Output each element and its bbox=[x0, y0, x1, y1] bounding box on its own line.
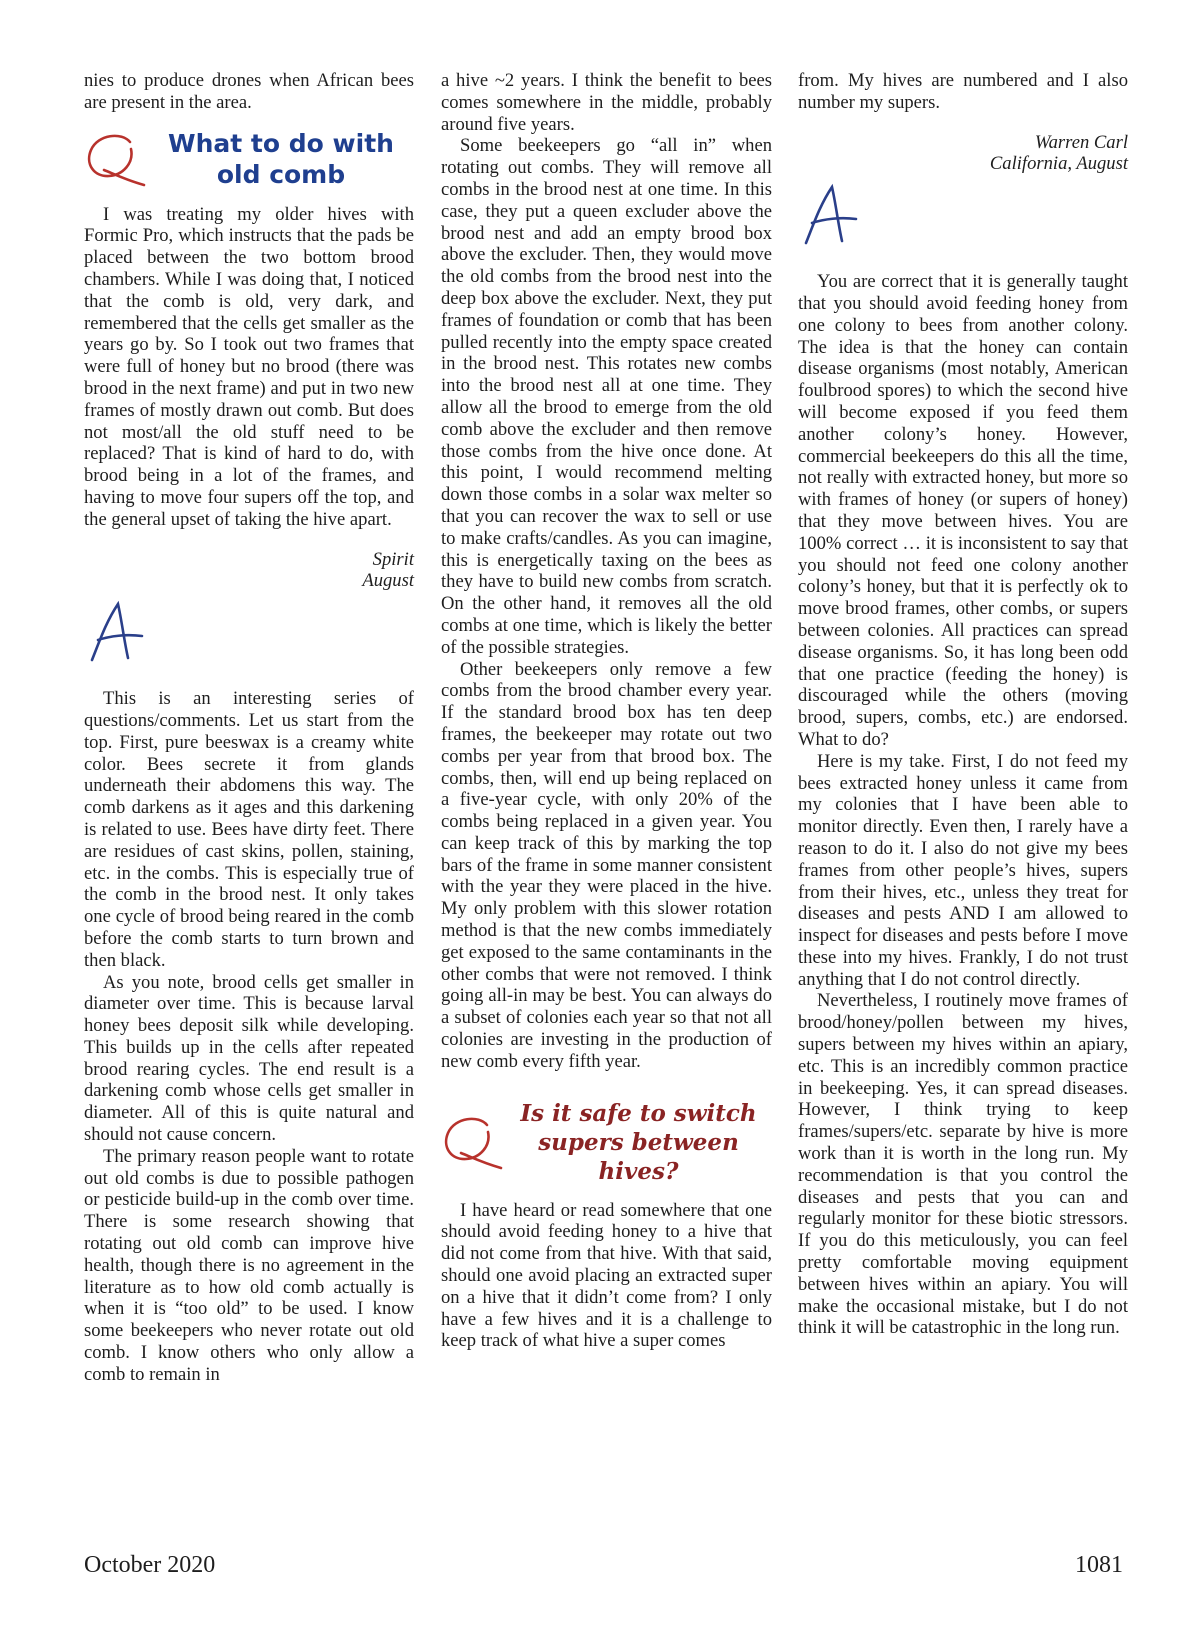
question-title: Is it safe to switch supers between hives? bbox=[520, 1099, 757, 1185]
paragraph-continued: from. My hives are numbered and I also number my supers. bbox=[798, 70, 1128, 113]
answer-paragraph: Here is my take. First, I do not feed my bees extracted honey unless it came from my colonies that I have been able to monitor directly. Even then, I rarely have a reason to do it. I also do not give my bees frames from other people’s hives, supers from their hives, etc., unless they treat for diseases and pests AND I am allowed to inspect for diseases and pests before I move these into my hives. Frankly, I do not trust anything that I do not control directly. bbox=[798, 750, 1128, 990]
column-2 bbox=[441, 70, 772, 1352]
paragraph-continued: a hive ~2 years. I think the benefit to bees comes somewhere in the middle, probably around five years. bbox=[441, 70, 772, 135]
signature-place: August bbox=[362, 570, 414, 592]
question-body: I have heard or read somewhere that one should avoid feeding honey to a hive that did not come from that hive. With that said, should one avoid placing an extracted super on a hive that it didn’t come from? I only have a few hives and it is a challenge to keep track of what hive a super comes bbox=[441, 1199, 772, 1352]
signature-place: California, August bbox=[989, 153, 1128, 175]
q-letter-icon bbox=[84, 130, 148, 188]
answer-paragraph: You are correct that it is generally taught that you should avoid feeding honey from one colony to bees from another colony. The idea is that the honey can contain disease organisms (most notably, American foulbrood spores) to which the second hive will become exposed if you feed them another colony’s honey. However, commercial beekeepers do this all the time, not really with extracted honey, but more so with frames of honey (or supers of honey) that they move between hives. You are 100% correct … it is inconsistent to say that you should not feed one colony another colony’s honey, but that it is perfectly ok to move brood frames, other combs, or supers between colonies. All practices can spread disease organisms. So, it has long been odd that one practice (feeding the honey) is discouraged while the others (moving brood, supers, combs, etc.) are endorsed. What to do? bbox=[798, 271, 1128, 750]
footer-date: October 2020 bbox=[84, 1552, 216, 1578]
answer-paragraph: Other beekeepers only remove a few combs from the brood chamber every year. If the standard brood box has ten deep frames, the beekeeper may rotate out two combs per year from that brood box. The combs, then, will end up being replaced on a five-year cycle, with only 20% of the combs being replaced in a given year. You can keep track of this by marking the top bars of the frame in some manner consistent with the year they were placed in the hive. My only problem with this slower rotation method is that the new combs immediately get exposed to the same contaminants in the other combs that were not removed. I think going all-in may be best. You can always do a subset of colonies each year so that not all colonies are investing in the production of new comb every fifth year. bbox=[441, 658, 772, 1072]
answer-paragraph: Some beekeepers go “all in” when rotating out combs. They will remove all combs in the brood nest at one time. In this case, they put a queen excluder above the brood nest and add an empty brood box above the excluder. Then, they would move the old combs from the brood nest into the deep box above the excluder. Next, they put frames of foundation or comb that has been pulled recently into the empty space created in the brood nest. This rotates new combs into the brood nest all at one time. They allow all the brood to emerge from the old comb above the excluder and then remove those combs from the hive once done. At this point, I would recommend melting down those combs in a solar wax melter so that you can recover the wax to sell or use to make crafts/candles. As you can imagine, this is energetically taxing on the bees as they have to build new combs from scratch. On the other hand, it removes all the old combs at one time, which is likely the better of the possible strategies. bbox=[441, 135, 772, 658]
a-letter-icon bbox=[798, 183, 870, 249]
column-3 bbox=[798, 70, 1128, 1339]
a-letter-icon bbox=[84, 600, 156, 666]
question-heading-switch-supers bbox=[441, 1099, 772, 1186]
question-body: I was treating my older hives with Formic Pro, which instructs that the pads be placed between the two bottom brood chambers. While I was doing that, I noticed that the comb is old, very dark, and remembered that the cells get smaller as the years go by. So I took out two frames that were full of honey but no brood (there was brood in the next frame) and put in two new frames of mostly drawn out comb. But does not most/all the old stuff need to be replaced? That is kind of hard to do, with brood being in a lot of the frames, and having to move four supers off the top, and the general upset of taking the hive apart. bbox=[84, 203, 414, 530]
answer-paragraph: As you note, brood cells get smaller in diameter over time. This is because larval honey bees deposit silk while developing. This builds up in the cells after repeated brood rearing cycles. The end result is a darkening comb whose cells get smaller in diameter. All of this is quite natural and should not cause concern. bbox=[84, 971, 414, 1146]
column-1 bbox=[84, 70, 414, 1386]
paragraph-continued: nies to produce drones when African bees are present in the area. bbox=[84, 70, 414, 113]
question-heading-old-comb bbox=[84, 128, 414, 190]
signature-name: Spirit bbox=[372, 548, 414, 570]
answer-paragraph: This is an interesting series of questions/comments. Let us start from the top. First, pure beeswax is a creamy white color. Bees secrete it from glands underneath their abdomens this way. The comb darkens as it ages and this darkening is related to use. Bees have dirty feet. There are residues of cast skins, pollen, staining, etc. in the combs. This is especially true of the comb in the brood nest. It only takes one cycle of brood being reared in the comb before the comb starts to turn brown and then black. bbox=[84, 688, 414, 971]
answer-paragraph: The primary reason people want to rotate out old combs is due to possible pathogen or pesticide build-up in the comb over time. There is some research showing that rotating out old comb can improve hive health, though there is no agreement in the literature as to how old comb actually is when it is “too old” to be used. I know some beekeepers who never rotate out old comb. I know others who only allow a comb to remain in bbox=[84, 1145, 414, 1385]
signature-name: Warren Carl bbox=[1034, 131, 1128, 153]
answer-paragraph: Nevertheless, I routinely move frames of brood/honey/pollen between my hives, supers between my hives within an apiary, etc. This is an incredibly common practice in beekeeping. Yes, it can spread diseases. However, I think trying to keep frames/supers/etc. separate by hive is more work than it is worth in the long run. My recommendation is that you control the diseases and pests that you can and regularly monitor for these biotic stressors. If you do this meticulously, you can feel pretty comfortable moving equipment between hives within an apiary. You will make the occasional mistake, but I do not think it will be catastrophic in the long run. bbox=[798, 990, 1128, 1339]
question-title: What to do with old comb bbox=[168, 128, 394, 189]
footer-page-number: 1081 bbox=[1075, 1552, 1123, 1578]
q-letter-icon bbox=[441, 1113, 505, 1171]
